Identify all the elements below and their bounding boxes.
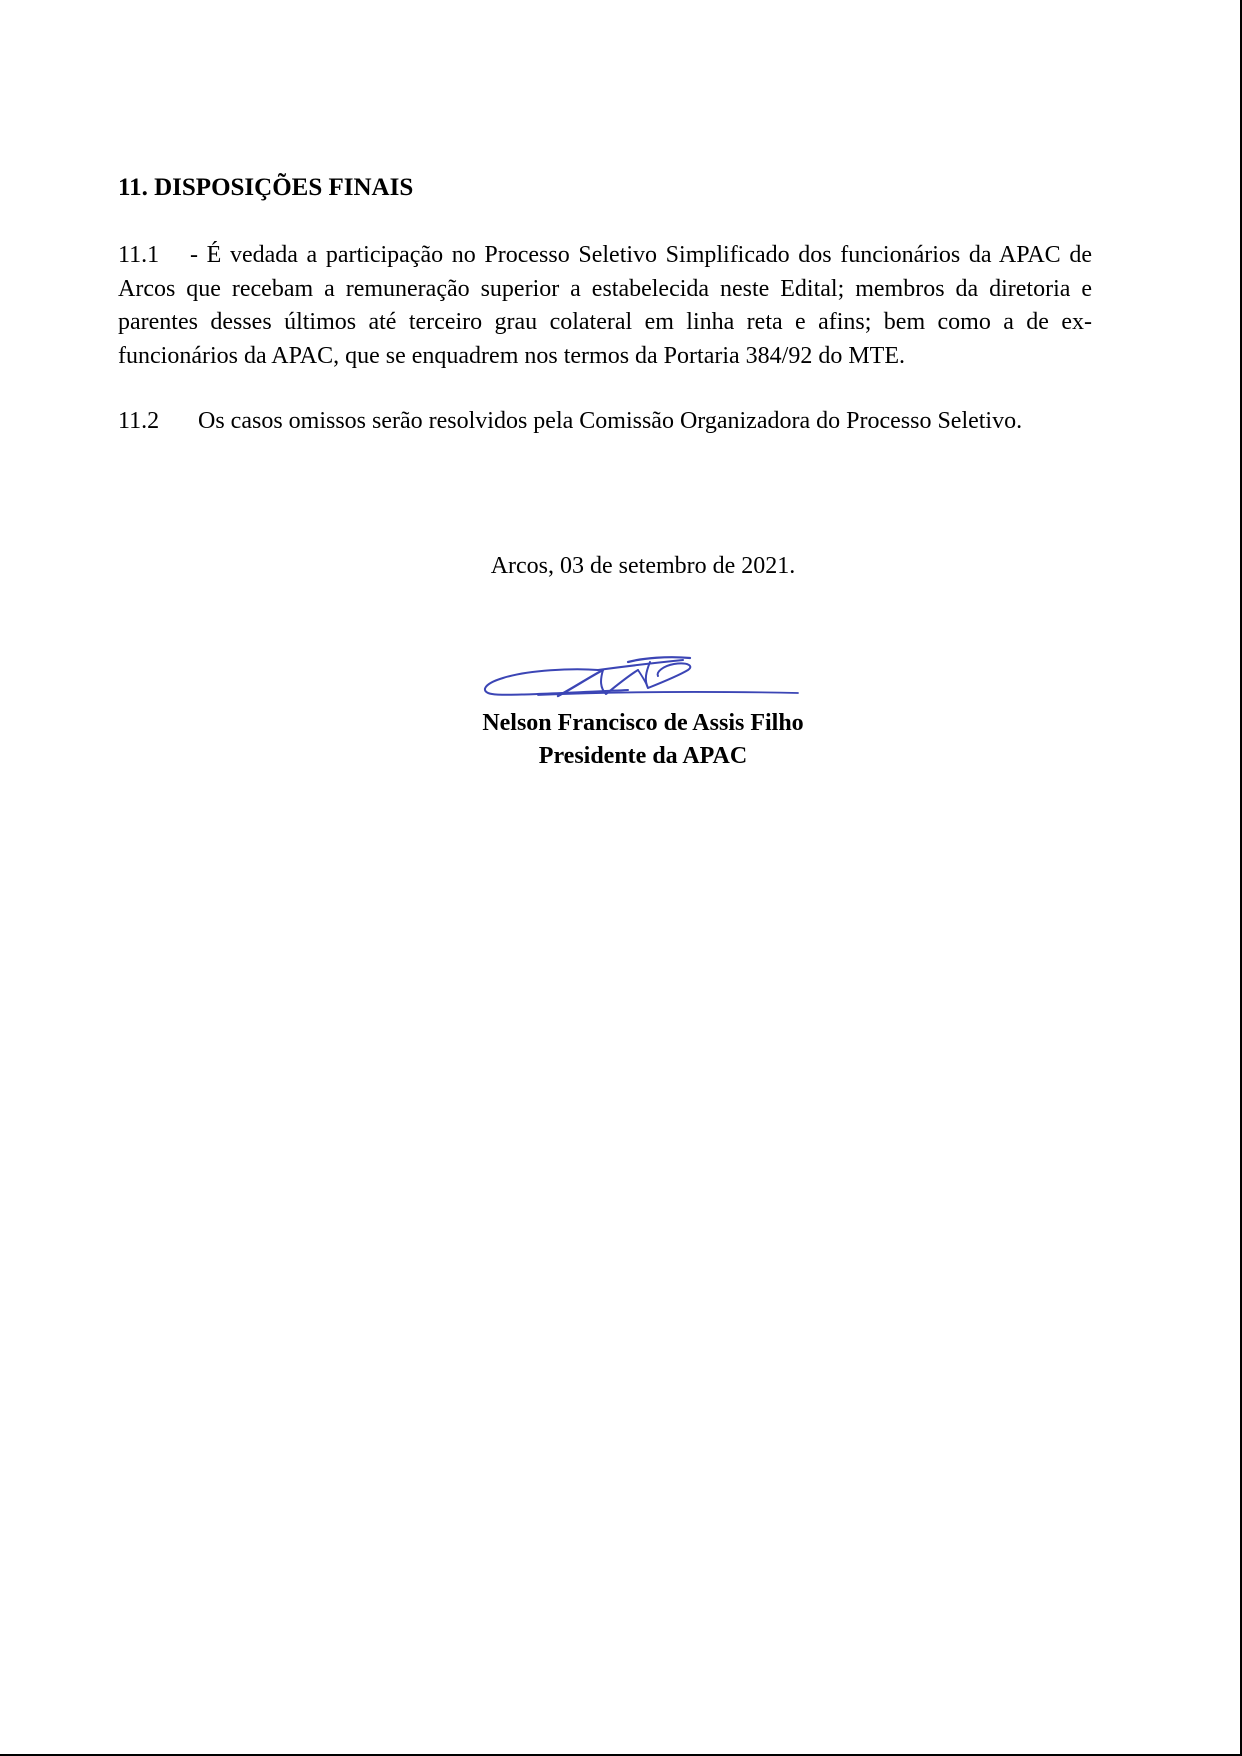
- clause-text: Os casos omissos serão resolvidos pela Comissão Organizadora do Processo Seletivo.: [198, 408, 1023, 434]
- clause-text: - É vedada a participação no Processo Seletivo Simplificado dos funcionários da APAC de Arcos que recebam a remuneração superior a estabelecida neste Edital; membros da diretoria e parentes desses últimos até terceiro grau colateral em linha reta e afins; bem como a de ex-funcionários da APAC, que se enquadrem nos termos da Portaria 384/92 do MTE.: [118, 242, 1092, 369]
- section-title: 11. DISPOSIÇÕES FINAIS: [118, 174, 414, 201]
- clause-11-2: [118, 405, 1092, 439]
- signatory-name: Nelson Francisco de Assis Filho: [482, 710, 804, 736]
- signatory-role: Presidente da APAC: [538, 743, 748, 769]
- clause-number: 11.1: [118, 242, 160, 268]
- place-date-line: Arcos, 03 de setembro de 2021.: [490, 553, 796, 579]
- clause-number: 11.2: [118, 408, 160, 434]
- clause-11-1: [118, 239, 1092, 373]
- handwritten-signature: [478, 648, 806, 704]
